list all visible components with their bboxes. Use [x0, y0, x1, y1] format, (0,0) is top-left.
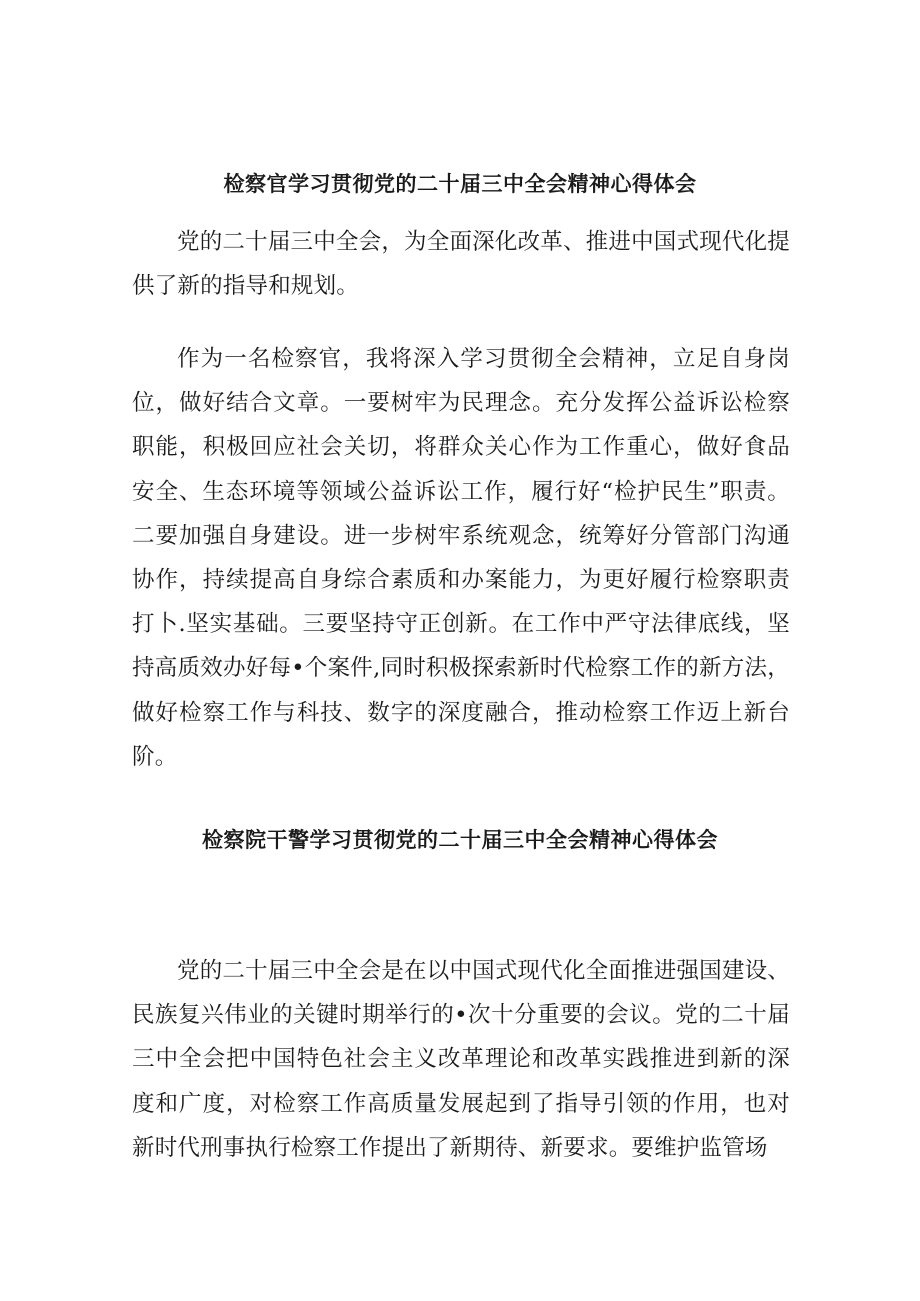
article-2-title: 检察院干警学习贯彻党的二十届三中全会精神心得体会 [202, 828, 718, 852]
article-1-paragraph-1: 党的二十届三中全会，为全面深化改革、推进中国式现代化提供了新的指导和规划。 [132, 229, 790, 300]
article-2-paragraph-1: 党的二十届三中全会是在以中国式现代化全面推进强国建设、民族复兴伟业的关键时期举行的•次十分重要的会议。党的二十届三中全会把中国特色社会主义改革理论和改革实践推进到新的深度和广度，对检察工作高质量发展起到了指导引领的作用，也对新时代刑事执行检察工作提出了新期待、新要求。要维护监管场 [132, 958, 790, 1161]
article-1-paragraph-2: 作为一名检察官，我将深入学习贯彻全会精神，立足自身岗位，做好结合文章。一要树牢为民理念。充分发挥公益诉讼检察职能，积极回应社会关切，将群众关心作为工作重心，做好食品安全、生态环境等领域公益诉讼工作，履行好“检护民生”职责。二要加强自身建设。进一步树牢系统观念，统筹好分管部门沟通协作，持续提高自身综合素质和办案能力，为更好履行检察职责打卜.坚实基础。三要坚持守正创新。在工作中严守法律底线，坚持高质效办好每•个案件,同时积极探索新时代检察工作的新方法，做好检察工作与科技、数字的深度融合，推动检察工作迈上新台阶。 [132, 346, 790, 770]
article-1-title: 检察官学习贯彻党的二十届三中全会精神心得体会 [223, 172, 697, 196]
